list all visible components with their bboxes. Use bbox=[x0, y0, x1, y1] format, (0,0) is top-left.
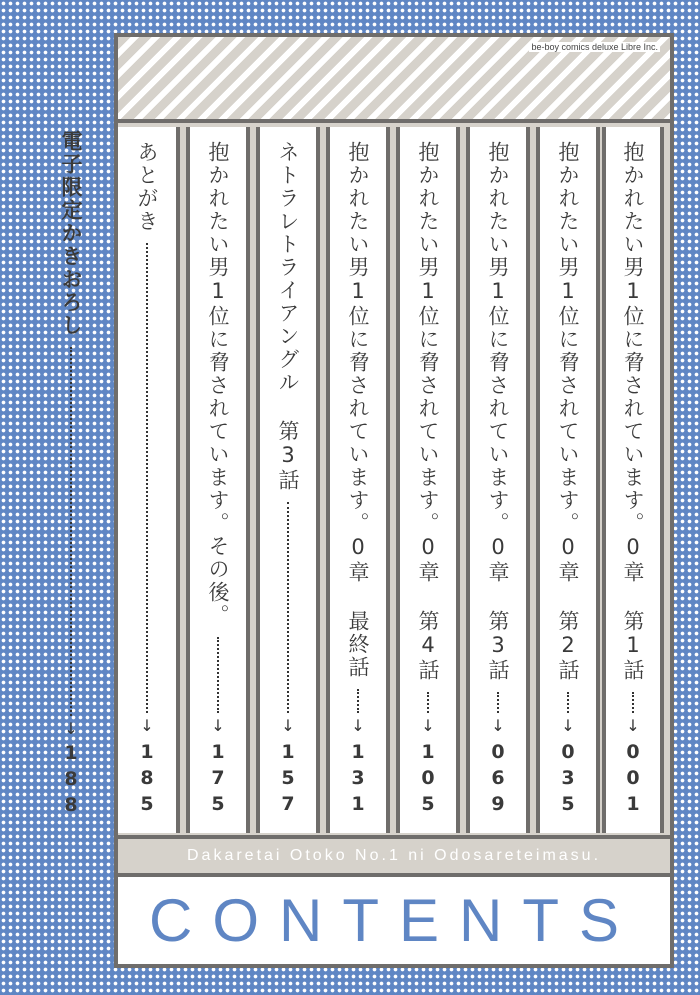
arrow-down-icon: ↓ bbox=[421, 716, 435, 735]
arrow-down-icon: ↓ bbox=[561, 716, 575, 735]
toc-entry-3[interactable] bbox=[466, 127, 530, 833]
arrow-down-icon: ↓ bbox=[140, 716, 154, 735]
bonus-title: 電子限定かきおろし bbox=[59, 130, 83, 337]
entry-page-number: 069 bbox=[487, 741, 509, 819]
bonus-entry[interactable] bbox=[54, 130, 88, 820]
toc-entry-7[interactable] bbox=[186, 127, 250, 833]
entry-title: あとがき bbox=[135, 141, 159, 233]
leader-dots bbox=[357, 689, 359, 713]
toc-entry-8[interactable] bbox=[118, 127, 180, 833]
contents-heading-box bbox=[118, 877, 670, 964]
arrow-down-icon: ↓ bbox=[281, 716, 295, 735]
arrow-down-icon: ↓ bbox=[626, 716, 640, 735]
leader-dots bbox=[146, 243, 148, 713]
entry-page-number: 105 bbox=[417, 741, 439, 819]
entry-page-number: 035 bbox=[557, 741, 579, 819]
arrow-down-icon: ↓ bbox=[491, 716, 505, 735]
contents-heading: CONTENTS bbox=[149, 887, 639, 954]
contents-frame bbox=[114, 33, 674, 968]
arrow-down-icon: ↓ bbox=[211, 716, 225, 735]
entry-title: 抱かれたい男1位に脅されています。0章 第2話 bbox=[556, 141, 580, 682]
bonus-page-number: 188 bbox=[60, 742, 82, 820]
series-subtitle: Dakaretai Otoko No.1 ni Odosareteimasu. bbox=[186, 847, 602, 864]
entry-page-number: 175 bbox=[207, 741, 229, 819]
entry-title: 抱かれたい男1位に脅されています。その後。 bbox=[206, 141, 230, 627]
leader-dots bbox=[287, 502, 289, 713]
leader-dots bbox=[217, 637, 219, 713]
series-subtitle-band bbox=[118, 839, 670, 877]
leader-dots bbox=[567, 692, 569, 713]
entry-page-number: 001 bbox=[622, 741, 644, 819]
toc-entry-1[interactable] bbox=[602, 127, 664, 833]
entry-page-number: 131 bbox=[347, 741, 369, 819]
entry-page-number: 157 bbox=[277, 741, 299, 819]
entry-title: 抱かれたい男1位に脅されています。0章 第3話 bbox=[486, 141, 510, 682]
entry-title: 抱かれたい男1位に脅されています。0章 第1話 bbox=[621, 141, 645, 682]
arrow-down-icon: ↓ bbox=[64, 719, 78, 738]
toc-entry-2[interactable] bbox=[536, 127, 600, 833]
toc-entry-4[interactable] bbox=[396, 127, 460, 833]
toc-entry-6[interactable] bbox=[256, 127, 320, 833]
publisher-label: be-boy comics deluxe Libre Inc. bbox=[531, 42, 658, 52]
striped-header-band bbox=[118, 37, 670, 123]
entry-page-number: 185 bbox=[136, 741, 158, 819]
entry-title: 抱かれたい男1位に脅されています。0章 第4話 bbox=[416, 141, 440, 682]
leader-dots bbox=[497, 692, 499, 713]
leader-dots bbox=[632, 692, 634, 713]
entry-title: ネトラレトライアングル 第3話 bbox=[276, 141, 300, 492]
leader-dots bbox=[427, 692, 429, 713]
arrow-down-icon: ↓ bbox=[351, 716, 365, 735]
leader-dots bbox=[70, 347, 72, 716]
toc-entry-5[interactable] bbox=[326, 127, 390, 833]
entry-title: 抱かれたい男1位に脅されています。0章 最終話 bbox=[346, 141, 370, 679]
